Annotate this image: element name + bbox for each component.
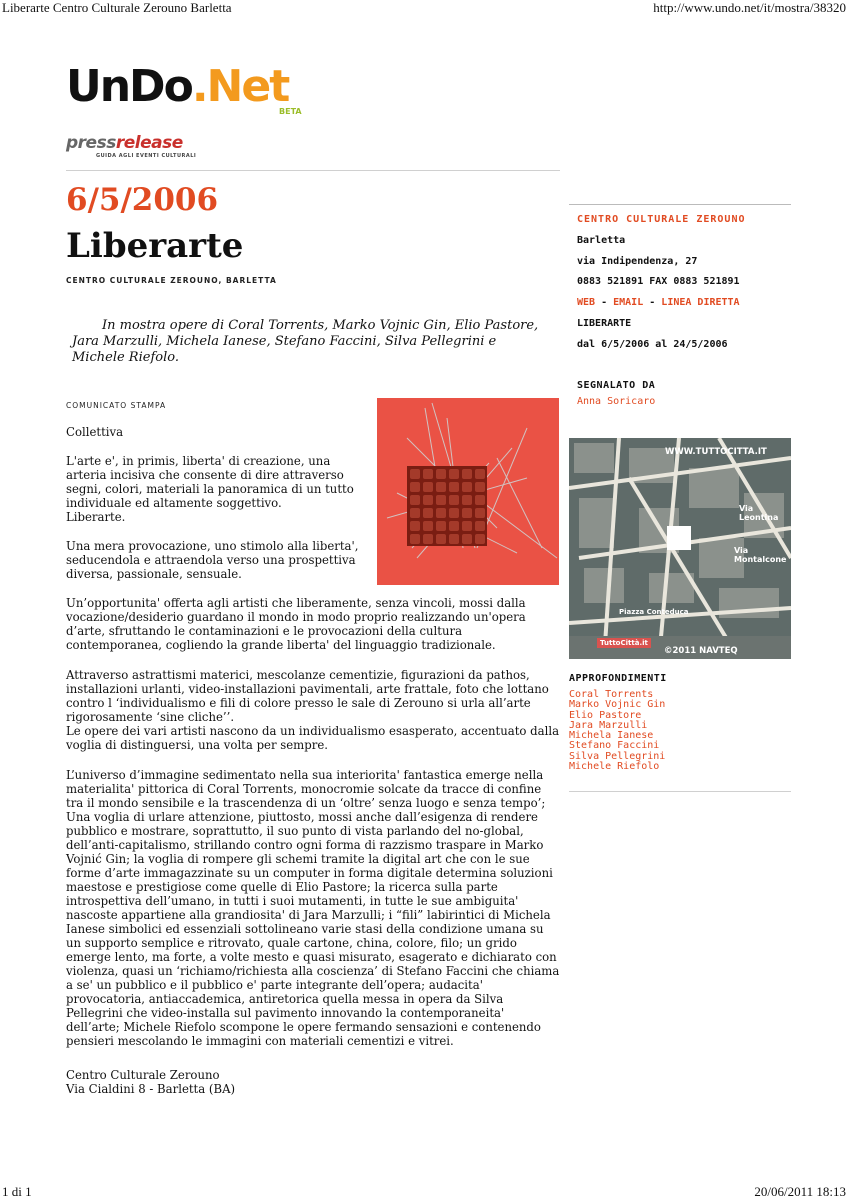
event-date: 6/5/2006 [66,182,219,218]
artwork-cell [462,495,472,505]
paragraph-line: Un’opportunita' offerta agli artisti che liberamente, senza vincoli, mossi dalla [66,596,526,610]
paragraph [66,596,526,652]
paragraph-line: diversa, passionale, sensuale. [66,567,242,581]
paragraph-line: Ianese simbolici ed essenziali sottolineano varie stasi della condizione umana su [66,922,544,936]
pressrelease-logo [66,133,183,153]
paragraph-line: nascoste appartiene alla grandiosita' di Jara Marzulli; i “fili” labirintici di Michela [66,908,551,922]
header-divider [66,170,560,171]
email-link[interactable]: EMAIL [613,297,644,308]
link-separator: - [643,297,662,308]
paragraph-line: forme d’arte immagazzinate su un computer in forma digitale determina soluzioni [66,866,553,880]
artwork-cell [436,534,446,544]
paragraph-line: pubblico e mostrare, soprattutto, il suo punto di vista parlando del no-global, [66,824,524,838]
artist-link[interactable]: Jara Marzulli [569,719,648,731]
paragraph-line: Collettiva [66,425,124,439]
logo-undo-text: UnDo [66,61,192,112]
sidebar-street: via Indipendenza, 27 [577,256,698,267]
logo-net-text: .Net [191,61,289,112]
artwork-cell [449,508,459,518]
location-map[interactable] [569,438,791,659]
paragraph-line: rigorosamente ‘sine cliche’’. [66,710,235,724]
artwork-cell [449,469,459,479]
paragraph-line: violenza, quasi un ‘richiamo/richiesta alla coscienza’ di Stefano Faccini che chiama [66,964,560,978]
web-link[interactable]: WEB [577,297,596,308]
artwork-cell [449,521,459,531]
paragraph-line: tra il mondo sensibile e la trascendenza di un ‘oltre’ senza luogo e senza tempo’; [66,796,546,810]
sidebar-event-dates: dal 6/5/2006 al 24/5/2006 [577,339,728,350]
artwork-cell [475,495,485,505]
artwork-cell [462,521,472,531]
paragraph-line: provocatoria, antiaccademica, antiretorica quella messa in opera da Silva [66,992,504,1006]
direct-line-link[interactable]: LINEA DIRETTA [661,297,740,308]
paragraph-line: segni, colori, materiali la panoramica di un tutto [66,482,354,496]
artwork-cell [449,495,459,505]
map-copyright: ©2011 NAVTEQ [664,646,738,656]
print-header-url: http://www.undo.net/it/mostra/38320 [653,0,846,15]
artwork-cell [410,482,420,492]
artwork-cell [436,521,446,531]
paragraph-line: Vojnić Gin; la voglia di rompere gli schemi tramite la digital art che con le sue [66,852,530,866]
artist-link[interactable]: Coral Torrents [569,689,654,700]
paragraph-line: emerge lento, ma forte, a volte mesto e quasi misurato, esagerato e dichiarato con [66,950,557,964]
artwork-cell [436,482,446,492]
paragraph-line: a se' un pubblico e il pubblico e' parte integrante dell’opera; audacita' [66,978,483,992]
pressrelease-part2: release [115,133,183,153]
paragraph-line: voglia di distinguersi, una volta per sempre. [66,738,328,752]
print-header-title: Liberarte Centro Culturale Zerouno Barletta [2,0,232,15]
artwork-cell [436,469,446,479]
artist-link[interactable]: Michela Ianese [569,730,654,742]
sidebar-bottom-divider [569,791,791,792]
sidebar-city: Barletta [577,235,626,246]
artwork-cell [423,469,433,479]
paragraph-line: L'arte e', in primis, liberta' di creazione, una [66,454,331,468]
paragraph-line: Una mera provocazione, uno stimolo alla liberta', [66,539,359,553]
page-title: Liberarte [66,226,244,266]
artwork-cell [475,508,485,518]
artwork-cell [475,521,485,531]
reported-by-link[interactable]: Anna Soricaro [577,396,656,407]
reported-by-label: SEGNALATO DA [577,380,656,391]
paragraph-line: dell’anti-capitalismo, strillando contro ogni forma di razzismo traspare in Marko [66,838,544,852]
paragraph-line: Una voglia di urlare attenzione, piuttosto, mossi anche dall’esigenza di rendere [66,810,538,824]
artwork-cell [462,469,472,479]
sidebar-phone: 0883 521891 FAX 0883 521891 [577,276,740,287]
paragraph-line: pensieri mescolando le immagini con materiali cementizi e vitrei. [66,1034,454,1048]
paragraph-line: Pellegrini che video-installa sul pavimento innovando la contemporaneita' [66,1006,505,1020]
logo-beta-text: BETA [279,107,302,116]
link-separator: - [595,297,614,308]
artwork-cell [410,534,420,544]
map-brand: TuttoCittà.it [597,638,651,648]
map-street-label: Via Leontina [739,504,779,522]
paragraph-line: seducendola e attraendola verso una prospettiva [66,553,356,567]
pressrelease-subtitle: GUIDA AGLI EVENTI CULTURALI [96,153,197,159]
paragraph-line: materialita' pittorica di Coral Torrents, monocromie solcate da tracce di confine [66,782,542,796]
sidebar-venue-name: CENTRO CULTURALE ZEROUNO [577,214,746,225]
approfondimenti-label: APPROFONDIMENTI [569,673,667,684]
artist-link[interactable]: Stefano Faccini [569,740,660,752]
artwork-cell [475,482,485,492]
map-watermark: WWW.TUTTOCITTA.IT [665,447,767,457]
address-line: Centro Culturale Zerouno [66,1068,220,1082]
artwork-cell [410,521,420,531]
comunicato-label: COMUNICATO STAMPA [66,401,167,410]
artwork-cell [423,534,433,544]
sidebar-links [577,297,740,308]
artist-link[interactable]: Silva Pellegrini [569,750,666,762]
paragraph-line: d’arte, sfruttando le contaminazioni e le provocazioni della cultura [66,624,463,638]
artist-link[interactable]: Michele Riefolo [569,761,660,773]
paragraph-line: installazioni urlanti, video-installazioni pavimentali, arte frattale, foto che lottano [66,682,549,696]
paragraph-line: contro l ‘individualismo e fili di colore presso le sale di Zerouno si urla all’arte [66,696,531,710]
intro-line: Michele Riefolo. [72,350,179,365]
paragraph-line: Liberarte. [66,510,126,524]
intro-text [72,318,557,334]
artwork-cell [462,508,472,518]
venue-address [66,1068,235,1096]
pressrelease-part1: press [66,133,116,153]
artwork-cell [423,508,433,518]
artwork-cell [423,482,433,492]
paragraph-line: introspettiva dell’umano, in tutti i suoi mutamenti, in tutte le sue ambiguita' [66,894,519,908]
artwork-cell [462,482,472,492]
print-footer-date: 20/06/2011 18:13 [754,1184,846,1199]
artist-link[interactable]: Marko Vojnic Gin [569,699,666,711]
paragraph [66,454,354,524]
venue-label: CENTRO CULTURALE ZEROUNO, BARLETTA [66,276,277,285]
address-line: Via Cialdini 8 - Barletta (BA) [66,1082,236,1096]
artwork-cell [462,534,472,544]
artwork-cell [410,495,420,505]
artwork-cell [475,469,485,479]
map-street-label: Piazza Conteduca [619,608,689,616]
paragraph-line: Le opere dei vari artisti nascono da un individualismo esasperato, accentuato dalla [66,724,560,738]
intro-line: In mostra opere di Coral Torrents, Marko Vojnic Gin, Elio Pastore, [102,318,539,333]
approfondimenti-list [569,690,665,772]
artwork-cell [449,482,459,492]
paragraph-line: vocazione/desiderio guardano il mondo in modo proprio realizzando un'opera [66,610,526,624]
artwork-cell [475,534,485,544]
artwork-cell [423,521,433,531]
paragraph [66,668,559,752]
sidebar-top-divider [569,204,791,205]
artwork-illustration [377,398,559,585]
paragraph-line: individuale ed altamente soggettivo. [66,496,282,510]
paragraph-line: maestose e prestigiose come quelle di Elio Pastore; la ricerca sulla parte [66,880,498,894]
paragraph [66,768,559,1048]
paragraph-line: L’universo d’immagine sedimentato nella sua interiorita' fantastica emerge nella [66,768,544,782]
paragraph [66,425,123,439]
map-street-label: Via Montalcone [734,546,787,564]
artwork-cell [410,469,420,479]
artist-link[interactable]: Elio Pastore [569,709,642,721]
paragraph-line: arteria incisiva che consente di dire attraverso [66,468,344,482]
artwork-cell [410,508,420,518]
intro-line: Jara Marzulli, Michela Ianese, Stefano Faccini, Silva Pellegrini e [72,334,497,349]
artwork-cell [449,534,459,544]
sidebar-event-title: LIBERARTE [577,318,632,329]
artwork-cell [423,495,433,505]
intro-text-cont [72,334,557,366]
paragraph-line: dell’arte; Michele Riefolo scompone le opere fermando sensazioni e contenendo [66,1020,541,1034]
undo-logo[interactable] [66,61,310,116]
artwork-image [377,398,559,585]
paragraph-line: un supporto semplice e ritrovato, quale cartone, china, colore, filo; un grido [66,936,517,950]
paragraph-line: contemporanea, cogliendo la grande liberta' del linguaggio tradizionale. [66,638,496,652]
print-footer-page: 1 di 1 [2,1184,32,1199]
paragraph [66,539,358,581]
paragraph-line: Attraverso astrattismi materici, mescolanze cementizie, figurazioni da pathos, [66,668,530,682]
artwork-cell [436,508,446,518]
artwork-cell [436,495,446,505]
